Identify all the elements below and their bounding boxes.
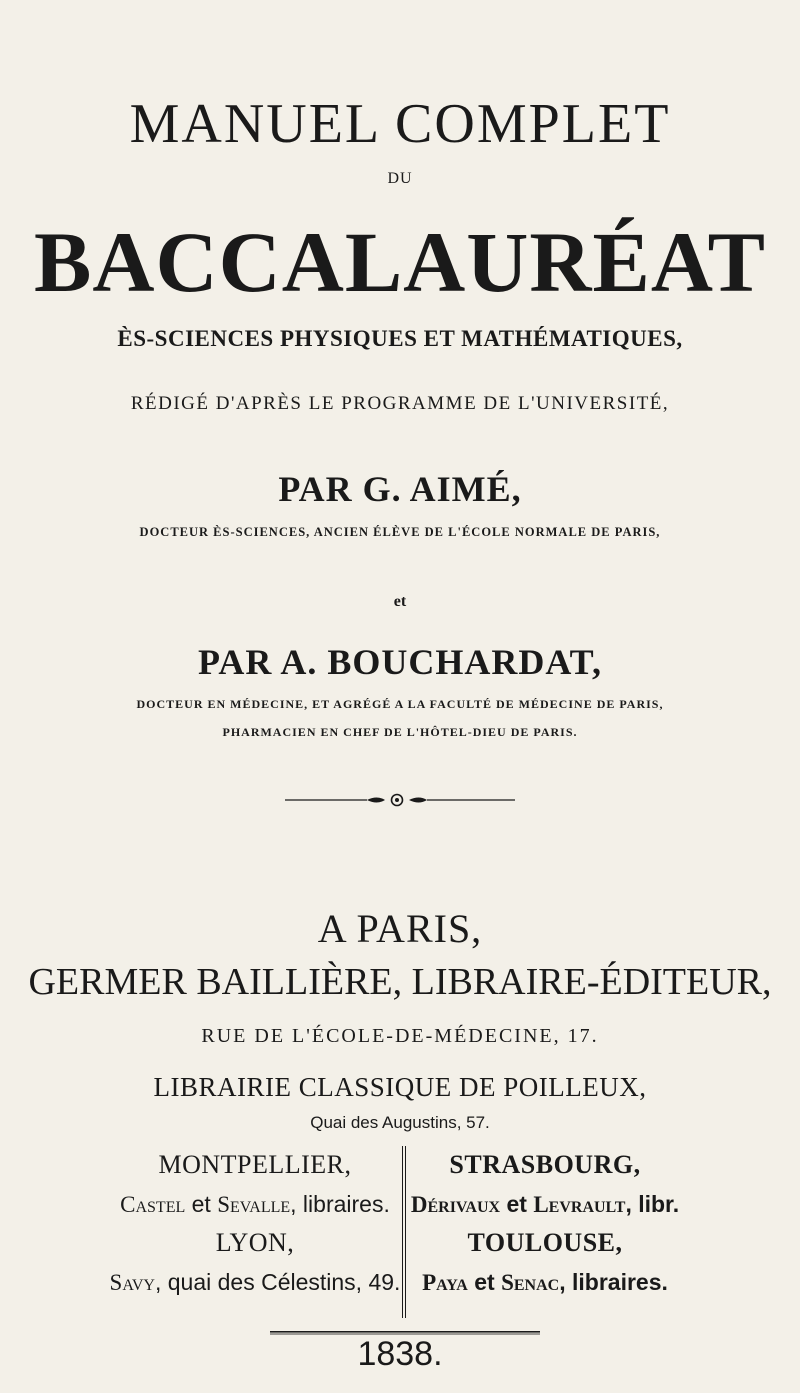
publication-year: 1838. (357, 1335, 443, 1373)
bookseller-name: Levrault (533, 1192, 626, 1217)
subtitle-programme: RÉDIGÉ D'APRÈS LE PROGRAMME DE L'UNIVERSITÉ, (130, 393, 670, 414)
bookseller-city-strasbourg: STRASBOURG, (449, 1150, 641, 1179)
author-2-credentials-line-1: DOCTEUR EN MÉDECINE, ET AGRÉGÉ A LA FACULTÉ DE MÉDECINE DE PARIS, (136, 697, 664, 711)
subtitle-sciences: ÈS-SCIENCES PHYSIQUES ET MATHÉMATIQUES, (117, 326, 683, 351)
bookseller-names-toulouse (385, 1262, 705, 1302)
author-conjunction: et (393, 593, 407, 610)
bookseller-name: Paya (422, 1270, 468, 1295)
author-2-name: PAR A. BOUCHARDAT, (198, 642, 602, 682)
bookseller-name: Dérivaux (410, 1192, 501, 1217)
bookseller-names-lyon (95, 1262, 415, 1302)
imprint-address: RUE DE L'ÉCOLE-DE-MÉDECINE, 17. (201, 1025, 599, 1047)
author-2-credentials-line-2: PHARMACIEN EN CHEF DE L'HÔTEL-DIEU DE PARIS. (222, 725, 578, 739)
bookseller-name: Castel (120, 1192, 186, 1217)
bookseller-city-montpellier: MONTPELLIER, (158, 1150, 352, 1179)
imprint-publisher: GERMER BAILLIÈRE, LIBRAIRE-ÉDITEUR, (28, 961, 772, 1003)
title-line-manuel-complet: MANUEL COMPLET (129, 93, 671, 155)
bookseller-role: , libr. (625, 1191, 680, 1217)
title-line-du: DU (387, 170, 413, 187)
author-1-name: PAR G. AIMÉ, (278, 469, 522, 509)
bookseller-role: , libraires. (290, 1191, 390, 1217)
bookseller-conjunction: et (500, 1191, 534, 1217)
imprint-place: A PARIS, (317, 906, 483, 951)
bookseller-names-montpellier (95, 1184, 415, 1224)
bookseller-name: Senac (501, 1270, 560, 1295)
bookseller-names-strasbourg (385, 1184, 705, 1224)
imprint-bookshop-address: Quai des Augustins, 57. (310, 1113, 490, 1132)
booksellers-right-column (385, 1146, 705, 1302)
bookseller-conjunction: et (467, 1269, 502, 1295)
bookseller-conjunction: et (185, 1191, 218, 1217)
imprint-bookshop: LIBRAIRIE CLASSIQUE DE POILLEUX, (153, 1072, 647, 1102)
bookseller-name: Savy (109, 1270, 155, 1295)
bookseller-city-toulouse: TOULOUSE, (467, 1228, 623, 1257)
bookseller-name: Sevalle (217, 1192, 291, 1217)
bookseller-role: , libraires. (559, 1269, 668, 1295)
author-1-credentials: DOCTEUR ÈS-SCIENCES, ANCIEN ÉLÈVE DE L'ÉCOLE NORMALE DE PARIS, (139, 525, 661, 539)
bookseller-city-lyon: LYON, (215, 1228, 295, 1257)
title-line-baccalaureat: BACCALAURÉAT (34, 214, 766, 310)
bookseller-address: , quai des Célestins, 49. (154, 1269, 401, 1295)
booksellers-left-column (95, 1146, 415, 1302)
printer-ornament-icon (285, 790, 515, 810)
